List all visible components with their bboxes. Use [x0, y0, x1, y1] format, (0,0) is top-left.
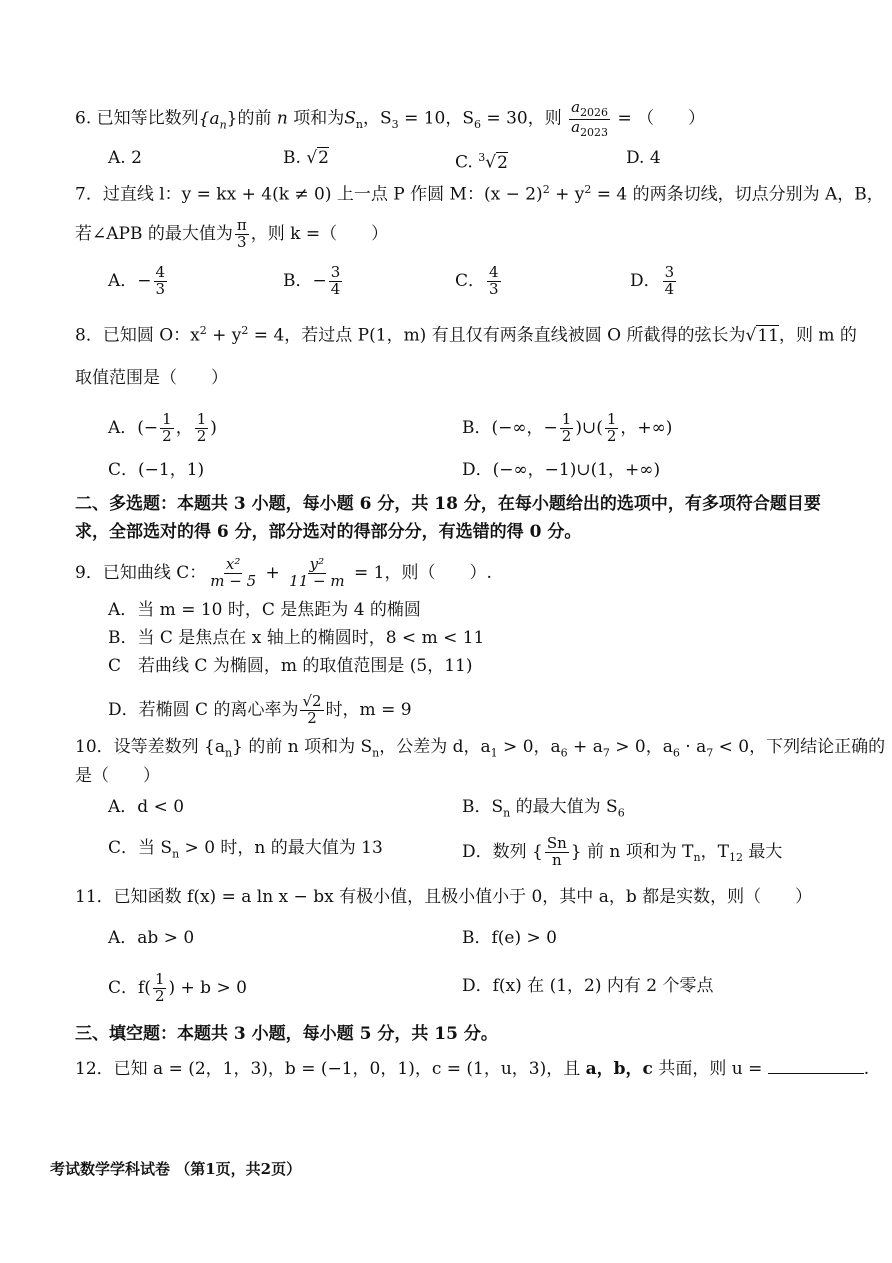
q6-S: S	[344, 108, 356, 129]
q9-frac1	[208, 557, 258, 590]
q7-option-a	[108, 265, 169, 298]
q8-option-b-label: B．(−∞，−	[462, 417, 558, 438]
q8-line1-d: ，则 m 的	[778, 325, 857, 346]
q10-text-4: > 0，a	[497, 737, 561, 757]
q10-text-6: > 0，a	[609, 737, 673, 757]
q12-stem	[75, 1057, 869, 1081]
q10-option-b-sub2: 6	[617, 806, 625, 820]
q7-option-c-label: C．	[455, 270, 486, 291]
q8-option-b-frac1	[560, 412, 574, 445]
q7-pi-num: π	[236, 216, 247, 234]
q9-frac1-num: x²	[225, 555, 241, 573]
q12-stem-c: .	[863, 1059, 870, 1079]
q6-option-c-index: 3	[478, 151, 486, 164]
q9-option-d-a: D．若椭圆 C 的离心率为	[108, 699, 299, 720]
q7-option-b	[283, 265, 344, 298]
q7-line1-a: 7．过直线 l：y = kx + 4(k ≠ 0) 上一点 P 作圆 M：(x − 2)	[75, 184, 543, 205]
q8-option-a-frac1	[160, 412, 174, 445]
q10-option-c-a: C．当 S	[108, 838, 173, 858]
q7-line1-sup: 2	[542, 183, 550, 196]
q6-stem	[75, 100, 705, 138]
q9-option-d	[108, 694, 412, 727]
q8-option-a-mid: ，	[175, 417, 193, 438]
q11-option-c-num: 1	[154, 970, 165, 988]
q9-option-d-b: 时，m = 9	[325, 699, 412, 720]
q7-option-c-den: 3	[489, 279, 499, 298]
q7-option-d-den: 4	[664, 279, 675, 298]
q10-line2: 是（ ）	[75, 766, 160, 786]
q8-option-a-label: A．(−	[108, 417, 159, 438]
q10-option-d-d: 最大	[742, 841, 783, 862]
q6-option-b-radicand: 2	[318, 148, 329, 168]
q7-line1-sup2: 2	[584, 183, 592, 196]
q10-sub-3: 1	[490, 746, 498, 760]
q10-option-d-den: n	[551, 850, 562, 869]
q6-frac-den: a	[571, 117, 581, 136]
q7-option-d-num: 3	[664, 263, 675, 281]
q9-frac2	[287, 557, 346, 590]
q7-option-a-num: 4	[155, 263, 166, 281]
q10-sub-2: n	[372, 746, 380, 760]
q9-option-d-fraction	[300, 694, 323, 727]
q6-seq-close: }	[226, 108, 238, 129]
q11-option-a: A．ab > 0	[108, 928, 195, 948]
q9-option-a: A．当 m = 10 时，C 是焦距为 4 的椭圆	[108, 600, 421, 620]
q7-option-a-fraction	[154, 265, 168, 298]
q10-option-d-sub2: 12	[728, 851, 743, 865]
q6-option-c-label: C.	[455, 152, 479, 173]
q8-line1: 8．已知圆 O：$x^2 + y^2 = 4$，若过点 P(1，m) 有且仅有两条直线被圆 O 所截得的弦长为√11，则 m 的	[75, 324, 857, 346]
q6-cond1-val: = 10，S	[398, 108, 475, 129]
q11-option-b: B．f(e) > 0	[462, 928, 557, 948]
q8-option-a-d2: 2	[196, 426, 207, 445]
page-footer: 考试数学学科试卷 （第1页，共2页）	[50, 1160, 302, 1178]
q7-option-d-fraction	[663, 265, 677, 298]
q10-text-3: ，公差为 d，a	[379, 737, 491, 757]
q10-option-a: A．d < 0	[108, 797, 185, 817]
q9-option-d-num: √2	[302, 692, 322, 710]
q9-option-b: B．当 C 是焦点在 x 轴上的椭圆时，8 < m < 11	[108, 628, 485, 648]
q9-frac2-den: 11 − m	[289, 571, 345, 590]
q10-option-b-a: B．S	[462, 797, 504, 817]
q6-seq-sub: n	[219, 117, 227, 131]
q7-line1	[75, 178, 884, 207]
q6-seq: {a	[198, 108, 220, 129]
q8-option-b-n1: 1	[561, 410, 572, 428]
q10-sub-1: n	[225, 746, 233, 760]
q9-frac2-num: y²	[309, 555, 325, 573]
q7-line1-c: = 4 的两条切线，切点分别为 A，B，	[591, 184, 884, 205]
q6-option-b: B. √2	[283, 148, 329, 168]
q10-text-8: < 0，下列结论正确的	[713, 737, 886, 757]
q7-line2-b: ，则 k =（ ）	[250, 223, 389, 244]
q8-option-a-frac2	[195, 412, 209, 445]
q9-stem-b: = 1，则（ ）.	[348, 562, 492, 583]
q8-line2: 取值范围是（ ）	[75, 368, 228, 388]
q10-line1	[75, 735, 885, 765]
section2-line2: 求，全部选对的得 6 分，部分选对的得部分分，有选错的得 0 分。	[75, 522, 582, 542]
q6-fraction	[569, 100, 610, 138]
q10-option-d-num: Sn	[546, 834, 567, 852]
q6-text-c: 项和为	[293, 108, 345, 129]
q7-option-b-den: 4	[330, 279, 341, 298]
q9-frac1-den: m − 5	[210, 571, 257, 590]
q10-text-2: } 的前 n 项和为 S	[232, 737, 373, 757]
q6-cond2-val: = 30，则	[481, 108, 562, 129]
q8-option-b-frac2	[605, 412, 619, 445]
q8-line1-sup2: 2	[241, 324, 249, 337]
q10-option-c-b: > 0 时，n 的最大值为 13	[179, 838, 383, 858]
q6-option-c: C. $^3$√2	[455, 151, 508, 173]
q8-line1-a: 8．已知圆 O：x	[75, 325, 200, 346]
q10-sub-6: 6	[672, 746, 680, 760]
q7-line1-b: + y	[549, 184, 585, 205]
q8-option-a-d1: 2	[162, 426, 172, 445]
q11-option-c-b: ) + b > 0	[168, 977, 247, 998]
q6-frac-den-sub: 2023	[580, 125, 609, 139]
q10-option-b	[462, 795, 625, 825]
q7-option-b-num: 3	[330, 263, 341, 281]
q6-cond2-sub: 6	[474, 117, 482, 131]
q9-option-c: C 若曲线 C 为椭圆，m 的取值范围是 (5，11)	[108, 656, 473, 676]
q11-option-c	[108, 972, 247, 1005]
q12-stem-a: 12．已知 a = (2，1，3)，b = (−1，0，1)，c = (1，u，3)，且	[75, 1059, 586, 1079]
q7-option-a-den: 3	[155, 279, 166, 298]
q7-line2-a: 若∠APB 的最大值为	[75, 223, 233, 244]
q8-option-b-mid: )∪(	[575, 417, 603, 438]
q7-option-c-fraction	[487, 265, 501, 298]
q8-option-c: C．(−1，1)	[108, 460, 205, 480]
q11-option-d: D．f(x) 在 (1，2) 内有 2 个零点	[462, 976, 714, 996]
q10-option-b-b: 的最大值为 S	[510, 797, 618, 817]
q8-option-a-n2: 1	[196, 410, 207, 428]
q8-option-b	[462, 412, 672, 445]
q6-cond1: ，S	[363, 108, 392, 129]
q12-answer-blank[interactable]	[768, 1059, 864, 1074]
q8-option-a	[108, 412, 217, 445]
q6-option-d: D. 4	[626, 148, 661, 168]
q7-option-d	[630, 265, 678, 298]
q8-option-a-end: )	[210, 417, 217, 438]
q8-option-d: D．(−∞，−1)∪(1，+∞)	[462, 460, 661, 480]
q12-bold-vars: a，b，c	[585, 1059, 653, 1079]
q10-option-d-a: D．数列 {	[462, 841, 543, 862]
section2-line1: 二、多选题：本题共 3 小题，每小题 6 分，共 18 分，在每小题给出的选项中，有多项符合题目要	[75, 494, 821, 514]
q8-line1-c: = 4，若过点 P(1，m) 有且仅有两条直线被圆 O 所截得的弦长为	[248, 325, 746, 346]
q6-tail: = （ ）	[612, 108, 706, 129]
q8-option-a-n1: 1	[162, 410, 172, 428]
q8-line1-sup: 2	[199, 324, 207, 337]
q6-frac-num: a	[571, 98, 581, 116]
q9-stem	[75, 557, 492, 590]
q12-stem-b: 共面，则 u =	[652, 1059, 768, 1079]
q10-text-7: · a	[679, 737, 707, 757]
q8-option-b-end: ，+∞)	[620, 417, 673, 438]
q10-option-d-sub: n	[693, 851, 701, 865]
q6-text-b: 的前	[237, 108, 272, 129]
q8-line1-b: + y	[206, 325, 242, 346]
q6-S-sub: n	[355, 117, 364, 131]
q11-stem: 11．已知函数 f(x) = a ln x − bx 有极小值，且极小值小于 0，其中 a，b 都是实数，则（ ）	[75, 887, 813, 907]
q6-option-b-label: B.	[283, 148, 307, 168]
q10-option-d-c: ，T	[700, 841, 729, 862]
q6-option-c-radicand: 2	[497, 152, 508, 173]
q10-option-c	[108, 836, 383, 866]
q10-sub-7: 7	[706, 746, 714, 760]
q11-option-c-den: 2	[154, 986, 165, 1005]
q7-pi-fraction	[235, 218, 249, 251]
q10-sub-5: 7	[602, 746, 610, 760]
q6-frac-num-sub: 2026	[580, 106, 609, 119]
q10-option-b-sub: n	[503, 806, 511, 820]
q6-text-a: 6. 已知等比数列	[75, 108, 199, 129]
q10-sub-4: 6	[560, 746, 568, 760]
section3-heading: 三、填空题：本题共 3 小题，每小题 5 分，共 15 分。	[75, 1024, 498, 1044]
q9-plus: +	[260, 562, 286, 583]
q10-option-d-b: } 前 n 项和为 T	[570, 841, 694, 862]
q10-option-c-sub: n	[172, 847, 180, 861]
q7-line2	[75, 218, 388, 251]
q8-option-b-n2: 1	[606, 410, 617, 428]
q7-pi-den: 3	[237, 232, 247, 251]
q7-option-b-label: B．−	[283, 270, 327, 291]
q7-option-c-num: 4	[489, 263, 499, 281]
q11-option-c-fraction	[153, 972, 167, 1005]
q9-option-d-den: 2	[307, 708, 317, 727]
q6-n: n	[276, 108, 288, 129]
q7-option-c	[455, 265, 503, 298]
q6-cond1-sub: 3	[391, 117, 399, 131]
q7-option-d-label: D．	[630, 270, 661, 291]
q10-text-1: 10．设等差数列 {a	[75, 737, 225, 757]
q10-option-d-fraction	[545, 836, 569, 869]
q8-line1-radicand: 11	[757, 325, 779, 346]
q8-option-b-d2: 2	[606, 426, 617, 445]
q9-stem-a: 9．已知曲线 C：	[75, 562, 207, 583]
q11-option-c-a: C．f(	[108, 977, 151, 998]
q10-text-5: + a	[567, 737, 603, 757]
q6-option-a: A. 2	[108, 148, 142, 168]
q7-option-a-label: A．−	[108, 270, 152, 291]
q7-option-b-fraction	[329, 265, 343, 298]
q8-option-b-d1: 2	[561, 426, 572, 445]
q10-option-d	[462, 836, 782, 870]
